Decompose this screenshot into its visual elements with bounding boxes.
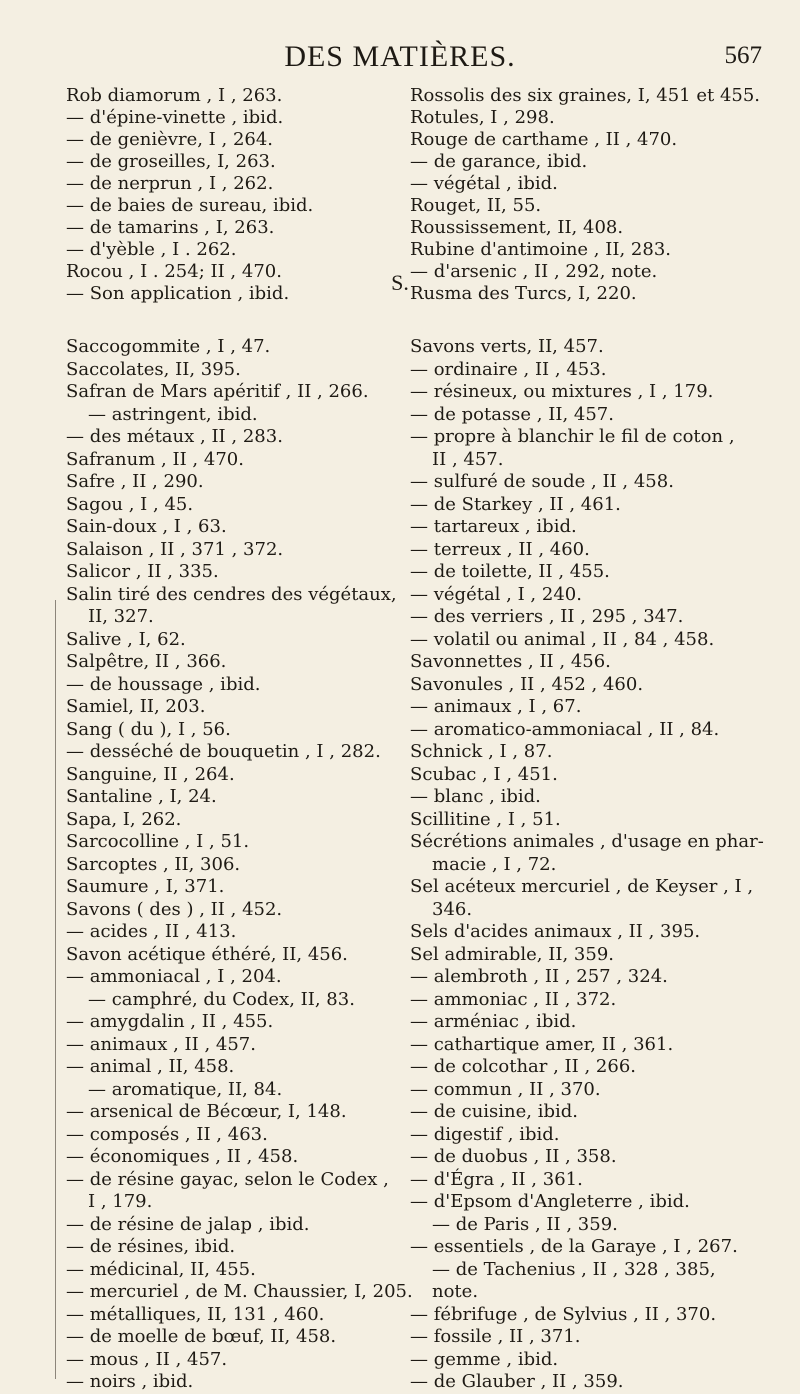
index-entry: Rossolis des six graines, I, 451 et 455.: [410, 85, 761, 106]
index-entry: Sarcocolline , I , 51.: [66, 831, 250, 852]
index-entry: Savon acétique éthéré, II, 456.: [66, 943, 348, 965]
index-entry: — tartareux , ibid.: [410, 516, 577, 537]
index-entry: — de groseilles, I, 263.: [66, 151, 276, 172]
index-entry: — de potasse , II, 457.: [410, 403, 614, 425]
index-entry: — arméniac , ibid.: [410, 1011, 577, 1032]
index-entry: II, 327.: [88, 606, 154, 627]
index-entry: 346.: [432, 898, 473, 920]
index-entry: Rouge de carthame , II , 470.: [410, 129, 678, 150]
index-entry: Saccolates, II, 395.: [66, 358, 241, 380]
index-entry: Rocou , I . 254; II , 470.: [66, 261, 282, 282]
index-entry: — essentiels , de la Garaye , I , 267.: [410, 1236, 738, 1257]
index-entry: Rouget, II, 55.: [410, 195, 542, 216]
index-entry: Savons ( des ) , II , 452.: [66, 898, 283, 920]
index-entry: — mous , II , 457.: [66, 1348, 228, 1370]
index-entry: — d'yèble , I . 262.: [66, 239, 237, 260]
index-entry: — des verriers , II , 295 , 347.: [410, 606, 684, 627]
page-header: [0, 40, 800, 80]
index-entry: — végétal , ibid.: [410, 173, 558, 194]
index-column-s-left: [66, 336, 413, 1394]
index-entry: Santaline , I, 24.: [66, 786, 217, 807]
index-entry: — sulfuré de soude , II , 458.: [410, 471, 674, 492]
index-entry: — terreux , II , 460.: [410, 538, 590, 560]
index-entry: — camphré, du Codex, II, 83.: [88, 988, 355, 1010]
index-entry: — ammoniac , II , 372.: [410, 988, 617, 1010]
section-letter: S.: [391, 270, 409, 295]
index-entry: Salaison , II , 371 , 372.: [66, 538, 284, 560]
index-entry: Savonnettes , II , 456.: [410, 651, 611, 672]
index-entry: Rob diamorum , I , 263.: [66, 85, 283, 106]
index-entry: — aromatique, II, 84.: [88, 1078, 283, 1100]
index-entry: — commun , II , 370.: [410, 1078, 601, 1100]
index-entry: — de résine de jalap , ibid.: [66, 1213, 310, 1235]
index-entry: Sang ( du ), I , 56.: [66, 718, 231, 740]
index-entry: — animal , II, 458.: [66, 1056, 235, 1077]
index-entry: Sanguine, II , 264.: [66, 763, 235, 785]
index-entry: — de résine gayac, selon le Codex ,: [66, 1168, 389, 1190]
index-entry: — d'Epsom d'Angleterre , ibid.: [410, 1191, 690, 1212]
index-entry: Roussissement, II, 408.: [410, 217, 624, 238]
index-entry: — mercuriel , de M. Chaussier, I, 205.: [66, 1281, 413, 1302]
index-entry: Salpêtre, II , 366.: [66, 651, 227, 672]
index-entry: Safranum , II , 470.: [66, 448, 244, 470]
index-entry: — de Starkey , II , 461.: [410, 493, 621, 515]
index-entry: — de tamarins , I, 263.: [66, 217, 275, 238]
index-entry: — propre à blanchir le fil de coton ,: [410, 426, 735, 447]
index-entry: — de nerprun , I , 262.: [66, 173, 274, 194]
index-entry: Sapa, I, 262.: [66, 808, 182, 830]
index-entry: Sel admirable, II, 359.: [410, 943, 614, 965]
index-entry: — composés , II , 463.: [66, 1123, 268, 1145]
index-entry: — résineux, ou mixtures , I , 179.: [410, 381, 714, 402]
index-entry: — de Glauber , II , 359.: [410, 1371, 624, 1392]
index-entry: — cathartique amer, II , 361.: [410, 1033, 674, 1055]
index-entry: Sain-doux , I , 63.: [66, 516, 227, 537]
index-entry: — de Paris , II , 359.: [432, 1213, 618, 1235]
index-entry: Sel acéteux mercuriel , de Keyser , I ,: [410, 876, 754, 897]
index-entry: — des métaux , II , 283.: [66, 426, 283, 447]
index-entry: — de duobus , II , 358.: [410, 1146, 617, 1167]
index-entry: Scubac , I , 451.: [410, 763, 558, 785]
index-entry: — médicinal, II, 455.: [66, 1258, 256, 1280]
index-entry: — de Tachenius , II , 328 , 385,: [432, 1258, 716, 1280]
index-entry: Scillitine , I , 51.: [410, 808, 561, 830]
index-entry: Samiel, II, 203.: [66, 696, 206, 717]
index-entry: note.: [432, 1281, 479, 1302]
index-entry: Salive , I, 62.: [66, 628, 186, 650]
index-entry: Sels d'acides animaux , II , 395.: [410, 921, 701, 942]
index-entry: — Son application , ibid.: [66, 283, 290, 304]
running-title: DES MATIÈRES.: [284, 40, 516, 73]
index-entry: II , 457.: [432, 448, 504, 470]
index-entry: macie , I , 72.: [432, 853, 557, 875]
index-entry: — de garance, ibid.: [410, 151, 588, 172]
index-entry: — d'Égra , II , 361.: [410, 1168, 583, 1190]
index-entry: Rubine d'antimoine , II, 283.: [410, 239, 671, 260]
index-entry: Salicor , II , 335.: [66, 561, 219, 582]
index-entry: — noirs , ibid.: [66, 1371, 194, 1392]
index-entry: — volatil ou animal , II , 84 , 458.: [410, 628, 715, 650]
index-entry: — de cuisine, ibid.: [410, 1101, 579, 1122]
index-entry: — arsenical de Bécœur, I, 148.: [66, 1101, 347, 1122]
index-entry: — de genièvre, I , 264.: [66, 129, 274, 150]
index-entry: — économiques , II , 458.: [66, 1146, 299, 1167]
index-entry: Safran de Mars apéritif , II , 266.: [66, 381, 369, 402]
index-entry: I , 179.: [88, 1191, 153, 1212]
index-entry: Saumure , I, 371.: [66, 876, 225, 897]
index-entry: — de houssage , ibid.: [66, 673, 261, 695]
index-entry: Saccogommite , I , 47.: [66, 336, 271, 357]
index-entry: — végétal , I , 240.: [410, 583, 582, 605]
index-entry: — amygdalin , II , 455.: [66, 1011, 274, 1032]
index-entry: — fossile , II , 371.: [410, 1326, 581, 1347]
index-entry: — alembroth , II , 257 , 324.: [410, 966, 668, 987]
index-column-s-right: [410, 336, 780, 1394]
index-entry: Salin tiré des cendres des végétaux,: [66, 583, 397, 605]
index-entry: — métalliques, II, 131 , 460.: [66, 1303, 325, 1325]
index-entry: — animaux , I , 67.: [410, 696, 582, 717]
index-entry: Safre , II , 290.: [66, 471, 204, 492]
index-entry: — digestif , ibid.: [410, 1123, 560, 1145]
index-entry: — acides , II , 413.: [66, 921, 237, 942]
index-entry: — d'épine-vinette , ibid.: [66, 107, 284, 128]
index-entry: — d'arsenic , II , 292, note.: [410, 261, 658, 282]
index-entry: Rusma des Turcs, I, 220.: [410, 283, 637, 304]
index-entry: — de baies de sureau, ibid.: [66, 195, 314, 216]
index-entry: Schnick , I , 87.: [410, 741, 553, 762]
index-entry: Savonules , II , 452 , 460.: [410, 673, 644, 695]
index-entry: — animaux , II , 457.: [66, 1033, 256, 1055]
index-entry: — desséché de bouquetin , I , 282.: [66, 741, 381, 762]
index-entry: Rotules, I , 298.: [410, 107, 555, 128]
index-entry: — blanc , ibid.: [410, 786, 541, 807]
index-entry: Sagou , I , 45.: [66, 493, 194, 515]
index-entry: — ammoniacal , I , 204.: [66, 966, 282, 987]
index-entry: — de toilette, II , 455.: [410, 561, 610, 582]
index-entry: — fébrifuge , de Sylvius , II , 370.: [410, 1303, 717, 1325]
index-entry: Sécrétions animales , d'usage en phar-: [410, 831, 764, 852]
index-entry: — de résines, ibid.: [66, 1236, 236, 1257]
index-entry: — astringent, ibid.: [88, 403, 258, 425]
index-entry: — de moelle de bœuf, II, 458.: [66, 1326, 337, 1347]
index-entry: — aromatico-ammoniacal , II , 84.: [410, 718, 720, 740]
index-entry: — de colcothar , II , 266.: [410, 1056, 637, 1077]
margin-rule: [55, 600, 56, 1379]
index-entry: — gemme , ibid.: [410, 1348, 559, 1370]
index-entry: — ordinaire , II , 453.: [410, 358, 607, 380]
index-entry: Savons verts, II, 457.: [410, 336, 604, 357]
index-entry: Sarcoptes , II, 306.: [66, 853, 241, 875]
page-number: 567: [724, 42, 762, 69]
